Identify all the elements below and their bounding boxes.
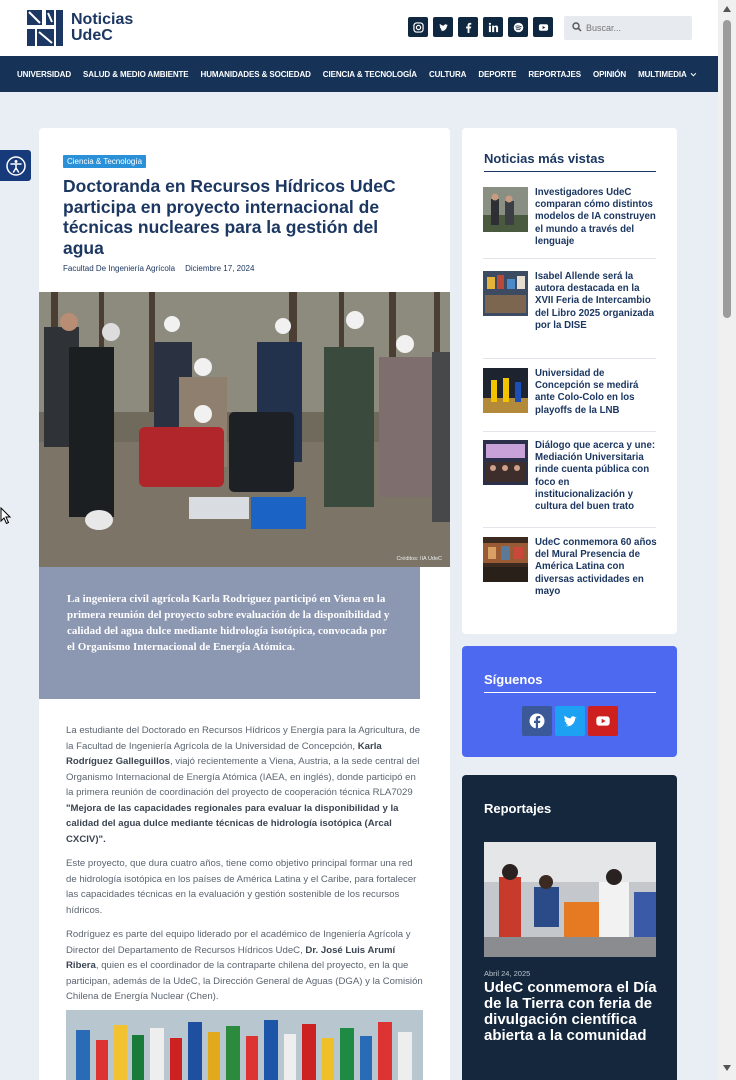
brand-line-1: Noticias [71,11,134,28]
nav-salud-medio-ambiente[interactable]: SALUD & MEDIO AMBIENTE [83,69,189,79]
news-title[interactable]: Universidad de Concepción se medirá ante Colo-Colo en los playoffs de la LNB [535,368,639,416]
paragraph-1 [66,723,425,847]
nav-multimedia-label: MULTIMEDIA [638,69,687,79]
most-viewed-item[interactable] [483,187,656,249]
scroll-up-arrow-icon[interactable] [723,6,731,12]
header-social-links [408,17,553,37]
news-title[interactable]: Isabel Allende será la autora destacada en la XVII Feria de Intercambio del Libro 2025 organizada por la DISE [535,271,654,331]
p1-bold-project: "Mejora de las capacidades regionales para evaluar la disponibilidad y la calidad del agua dulce mediante técnicas de hidrología isotópica (Arcal CXCIV)". [66,802,399,845]
spotify-icon[interactable] [508,17,528,37]
lead-box [39,567,420,699]
divider [483,431,656,432]
nav-opinion[interactable]: OPINIÓN [592,69,627,79]
report-image[interactable] [484,842,656,957]
most-viewed-item[interactable] [483,368,656,418]
nav-ciencia-tecnologia[interactable]: CIENCIA & TECNOLOGÍA [322,69,417,79]
facebook-icon[interactable] [522,706,552,736]
most-viewed-item[interactable] [483,440,656,515]
article-meta [63,264,254,273]
news-thumbnail[interactable] [483,187,528,232]
article-author[interactable]: Facultad De Ingeniería Agrícola [63,264,176,273]
instagram-icon[interactable] [408,17,428,37]
site-header [0,0,718,56]
news-title[interactable]: UdeC conmemora 60 años del Mural Presencia de América Latina con diversas actividades en mayo [535,537,657,597]
most-viewed-heading: Noticias más vistas [484,151,605,166]
flags-image [66,1010,423,1080]
youtube-icon[interactable] [588,706,618,736]
article-body [66,723,425,1014]
nav-universidad[interactable]: UNIVERSIDAD [17,69,72,79]
reportajes-card [462,775,677,1080]
main-navigation [0,56,718,92]
brand-name[interactable] [71,12,133,44]
udec-logo-icon[interactable] [27,10,63,46]
nav-reportajes[interactable]: REPORTAJES [528,69,581,79]
article-title: Doctoranda en Recursos Hídricos UdeC participa en proyecto internacional de técnicas nucleares para la gestión del agua [63,176,396,258]
article-card [39,128,450,1080]
nav-cultura[interactable]: CULTURA [428,69,467,79]
youtube-icon[interactable] [533,17,553,37]
linkedin-icon[interactable] [483,17,503,37]
most-viewed-card [462,128,677,634]
divider [484,171,656,172]
scrollbar[interactable] [718,0,736,1080]
p1-bold-name: Karla Rodríguez Galleguillos [66,740,382,767]
paragraph-2: Este proyecto, que dura cuatro años, tiene como objetivo principal formar una red de hidrología isotópica en los países de América Latina y el Caribe, para fortalecer las capacidades técnicas en la evaluación y gestión sostenible de los recursos hídricos. [66,858,417,916]
follow-us-card [462,646,677,757]
divider [483,527,656,528]
news-title[interactable]: Investigadores UdeC comparan cómo distintos modelos de IA construyen el mundo a través del lenguaje [535,187,656,247]
search-box [564,16,692,40]
p3-text-a: Rodríguez es parte del equipo liderado por el académico de Ingeniería Agrícola y Director del Departamento de Recursos Hídricos UdeC, [66,929,411,956]
most-viewed-item[interactable] [483,271,656,333]
news-thumbnail[interactable] [483,271,528,316]
article-date: Diciembre 17, 2024 [185,264,255,273]
twitter-icon[interactable] [433,17,453,37]
news-thumbnail[interactable] [483,440,528,485]
lead-text: La ingeniera civil agrícola Karla Rodríguez participó en Viena en la primera reunión del proyecto sobre evaluación de la disponibilidad y calidad del agua dulce mediante hidrología isotópica, convocada por el Organismo Internacional de Energía Atómica. [67,593,390,653]
accessibility-icon [6,156,26,176]
follow-heading: Síguenos [484,672,543,687]
image-credit: Créditos: IIA UdeC [396,556,442,562]
accessibility-button[interactable] [0,150,31,181]
scroll-down-arrow-icon[interactable] [723,1065,731,1071]
mouse-cursor-icon [0,507,12,525]
field-work-photo [39,292,450,567]
reportajes-heading: Reportajes [484,801,552,816]
follow-icons [522,706,618,736]
search-icon[interactable] [572,22,582,32]
p3-text-c: , quien es el coordinador de la contraparte chilena del proyecto, en la que participan, además de la UdeC, la Dirección General de Aguas (DGA) y la Comisión Chilena de Energía Nuclear (Chen). [66,960,423,1002]
hero-image [39,292,450,567]
report-date: Abril 24, 2025 [484,969,531,978]
scrollbar-thumb[interactable] [723,20,731,318]
most-viewed-item[interactable] [483,537,656,599]
search-input[interactable] [586,19,686,37]
report-title[interactable]: UdeC conmemora el Día de la Tierra con feria de divulgación científica abierta a la comunidad [484,979,657,1044]
brand-line-2: UdeC [71,27,113,44]
divider [483,258,656,259]
category-badge[interactable]: Ciencia & Tecnología [63,155,146,168]
news-thumbnail[interactable] [483,368,528,413]
facebook-icon[interactable] [458,17,478,37]
news-title[interactable]: Diálogo que acerca y une: Mediación Universitaria rinde cuenta pública con foco en institucionalización y cultura del buen trato [535,440,656,513]
news-thumbnail[interactable] [483,537,528,582]
p1-text-c: , viajó recientemente a Viena, Austria, a la sede central del Organismo Internacional de Energía Atómica (IAEA, en inglés), donde participó en la primera reunión de coordinación del proyecto de cooperación técnica RLA7029 [66,756,420,798]
nav-multimedia[interactable] [638,70,694,79]
divider [483,358,656,359]
twitter-icon[interactable] [555,706,585,736]
nav-deporte[interactable]: DEPORTE [478,69,517,79]
divider [484,692,656,693]
chevron-down-icon [690,70,696,76]
p1-text-a: La estudiante del Doctorado en Recursos Hídricos y Energía para la Agricultura, de la Facultad de Ingeniería Agrícola de la Universidad de Concepción, [66,725,421,752]
paragraph-3 [66,927,425,1005]
p3-bold-name: Dr. José Luis Arumí Ribera [66,944,396,971]
nav-humanidades-sociedad[interactable]: HUMANIDADES & SOCIEDAD [200,69,311,79]
